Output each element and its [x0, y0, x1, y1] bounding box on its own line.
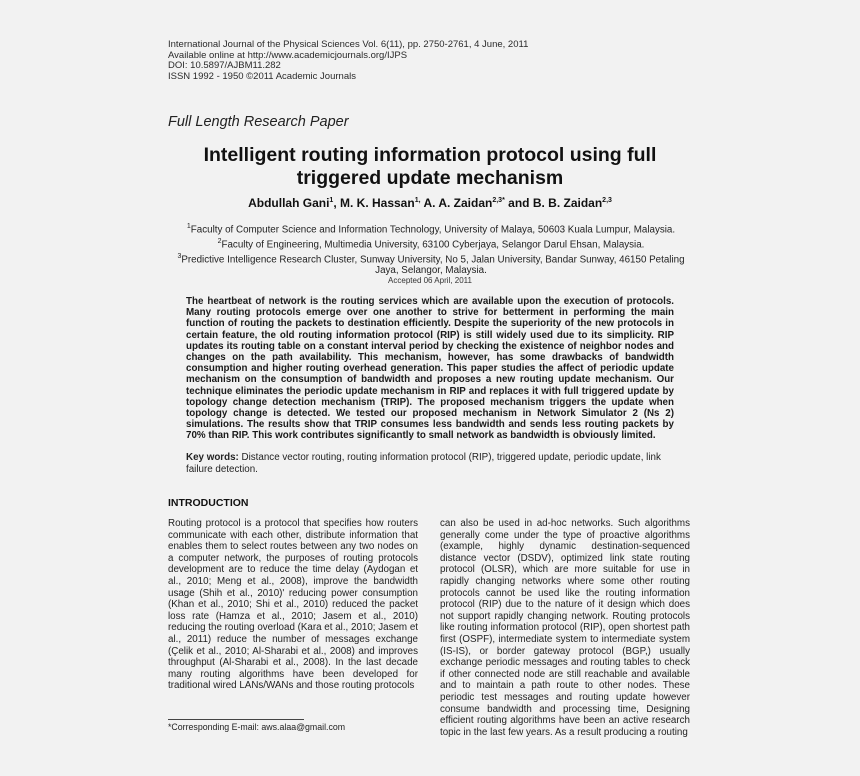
author-affiliation-mark: 1: [329, 197, 334, 204]
affiliation-mark: 3: [177, 252, 182, 260]
footnote-divider: [168, 719, 304, 720]
paper-title-line-2: triggered update mechanism: [296, 167, 564, 189]
author-list: [120, 196, 740, 210]
author-name: M. K. Hassan: [340, 196, 415, 210]
affiliation-mark: 2: [217, 237, 222, 245]
paper-type: Full Length Research Paper: [168, 114, 349, 130]
affiliation-2: [168, 236, 694, 251]
journal-header: [168, 40, 528, 82]
affiliation-1: [168, 221, 694, 236]
author-affiliation-mark: 2,3: [602, 197, 612, 204]
accepted-date: Accepted 06 April, 2011: [388, 276, 472, 285]
keywords-label: Key words:: [186, 452, 239, 463]
author-name: A. A. Zaidan: [423, 196, 493, 210]
author-separator: and: [504, 196, 533, 210]
author-affiliation-mark: 1,: [414, 197, 421, 204]
keywords: [186, 452, 674, 475]
doi: DOI: 10.5897/AJBM11.282: [168, 60, 281, 71]
author-name: Abdullah Gani: [248, 196, 330, 210]
journal-url[interactable]: Available online at http://www.academicjournals.org/IJPS: [168, 49, 408, 61]
section-heading-introduction: INTRODUCTION: [168, 497, 249, 509]
affiliation-text: Predictive Intelligence Research Cluster, Sunway University, No 5, Jalan University, Bandar Sunway, 46150 Petaling Jaya, Selangor, Malaysia.: [181, 253, 685, 277]
affiliation-3: [168, 251, 694, 277]
author-separator: ,: [333, 196, 340, 210]
journal-citation: International Journal of the Physical Sciences Vol. 6(11), pp. 2750-2761, 4 June, 2011: [168, 39, 529, 50]
author-affiliation-mark: 2,3*: [492, 197, 505, 204]
paper-title-line-1: Intelligent routing information protocol using full: [203, 144, 657, 166]
body-column-right: can also be used in ad-hoc networks. Such algorithms generally come under the type of proactive algorithms (example, highly dynamic destination-sequenced distance vector (DSDV), optimized link state routing protocol (OLSR), which are more suitable for use in rapidly changing networks where some other routing protocols cannot be used like the routing information protocol (RIP) due to the nature of it design which does not support rapidly changing network. Routing protocols like routing information protocol (RIP), open shortest path first (OSPF), intermediate system to intermediate system (IS-IS), or border gateway protocol (BGP,) usually exchange periodic messages and routing tables to check if other connected node are still reachable and available and to maintain a path route to other nodes. These periodic test messages and routing update however consume bandwidth and processing time, Designing efficient routing algorithms have been an active research topic in the last few years. As a result producing a routing: [440, 518, 690, 738]
affiliation-text: Faculty of Engineering, Multimedia University, 63100 Cyberjaya, Selangor Darul Ehsan, Malaysia.: [221, 239, 645, 251]
abstract: The heartbeat of network is the routing services which are available upon the execution of protocols. Many routing protocols emerge over one another to strive for betterment in performing the main function of routing the packets to destination efficiently. Despite the superiority of the new protocols in certain feature, the old routing information protocol (RIP) is still widely used due to its simplicity. RIP updates its routing table on a constant interval period by checking the existence of neighbor nodes and changes on the path availability. This mechanism, however, has some drawbacks of bandwidth consumption and higher routing overhead generation. This paper studies the affect of periodic update mechanism on the consumption of bandwidth and proposes a new routing update mechanism. Our technique eliminates the periodic update mechanism in RIP and replaces it with full triggered update by topology change detection mechanism (TRIP). The proposed mechanism triggers the update when topology change is detected. We tested our proposed mechanism in Network Simulator 2 (Ns 2) simulations. The results show that TRIP consumes less bandwidth and sends less routing packets by 70% than RIP. This work contributes significantly to small network as bandwidth is obviously limited.: [186, 296, 674, 442]
affiliation-mark: 1: [186, 223, 191, 230]
issn: ISSN 1992 - 1950 ©2011 Academic Journals: [168, 70, 356, 82]
paper-title: [120, 144, 740, 190]
affiliation-text: Faculty of Computer Science and Information Technology, University of Malaya, 50603 Kuala Lumpur, Malaysia.: [190, 224, 676, 236]
body-column-left: Routing protocol is a protocol that specifies how routers communicate with each other, distribute information that enables them to select routes between any two nodes on a computer network, the purposes of routing protocols development are to reduce the time delay (Aydogan et al., 2010; Meng et al., 2008), improve the bandwidth usage (Shih et al., 2010)' reducing power consumption (Khan et al., 2010; Shi et al., 2010) reduced the packet loss rate (Hamza et al., 2010; Jasem et al., 2010) reducing the routing overload (Kara et al., 2010; Jasem et al., 2011) reduce the number of messages exchange (Çelik et al., 2010; Al-Sharabi et al., 2008) and improves throughput (Al-Sharabi et al., 2008). In the last decade many routing algorithms have been developed for traditional wired LANs/WANs and those routing protocols: [168, 518, 418, 692]
author-name: B. B. Zaidan: [532, 196, 603, 210]
keywords-text: Distance vector routing, routing information protocol (RIP), triggered update, periodic update, link failure detection.: [186, 452, 661, 475]
corresponding-email-footnote: *Corresponding E-mail: aws.alaa@gmail.com: [168, 722, 346, 732]
affiliations: [168, 221, 694, 277]
